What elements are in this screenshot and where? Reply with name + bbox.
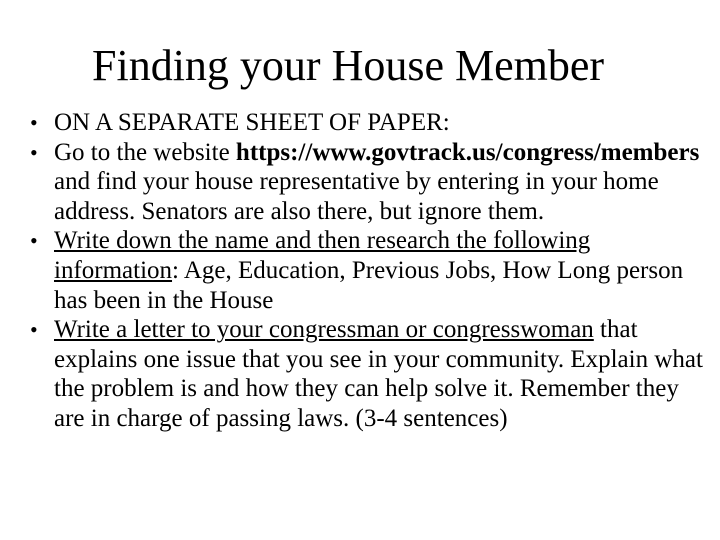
bullet-icon: • [30,317,38,343]
bullet-text-suffix: that explains one issue that you see in your community. Explain what the problem is and how they can help solve it. Remember they are in charge of passing laws. (3-4 sentences) [54,316,703,432]
bullet-list [30,108,705,434]
bullet-text-underlined: Write a letter to your congressman or congresswoman [54,316,594,344]
bullet-text-suffix: : Age, Education, Previous Jobs, How Long person has been in the House [54,256,684,314]
bullet-item-research [30,226,705,315]
bullet-icon: • [30,110,38,135]
bullet-item-website [30,138,705,227]
bullet-text-suffix: and find your house representative by entering in your home address. Senators are also there, but ignore them. [54,168,659,225]
govtrack-link[interactable]: https://www.govtrack.us/congress/members [235,138,700,166]
bullet-item-separate-sheet [30,108,705,138]
slide-title: Finding your House Member [92,41,605,90]
bullet-icon: • [30,228,38,254]
bullet-icon: • [30,139,38,165]
bullet-text-underlined: Write down the name and then research the following information [54,227,591,284]
bullet-text-prefix: Go to the website [54,138,236,166]
bullet-item-letter [30,315,705,433]
bullet-text: ON A SEPARATE SHEET OF PAPER: [54,109,450,136]
